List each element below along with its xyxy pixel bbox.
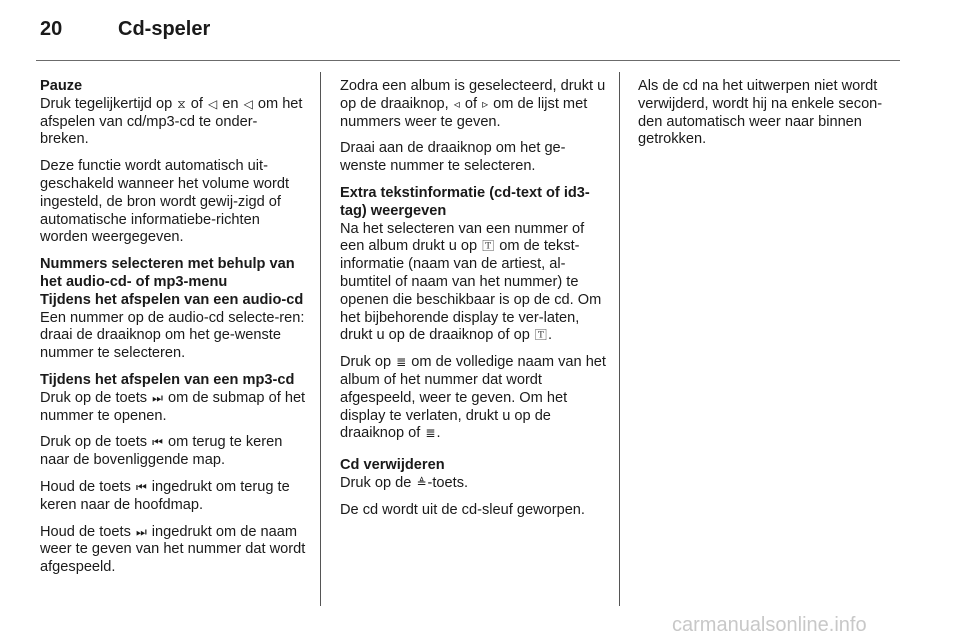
- next-icon: ⏭: [152, 390, 163, 405]
- text: Zodra een album is geselecteerd, drukt u op de draaiknop,: [340, 78, 606, 112]
- previous-icon: ⏮: [152, 435, 163, 450]
- paragraph-mp3-2: [40, 434, 306, 470]
- paragraph-pauze-2: Deze functie wordt automatisch uit-geschakeld wanneer het volume wordt ingesteld, de bron wordt gewij-zigd of automatische informatiebe-richten worden weergegeven.: [40, 158, 290, 246]
- paragraph-cd-2: De cd wordt uit de cd-sleuf geworpen.: [340, 501, 585, 518]
- page-header: [36, 18, 900, 58]
- volume-up-icon: ◁: [243, 96, 253, 111]
- section-extra: [340, 185, 606, 345]
- section-nummers: [40, 256, 306, 363]
- text: ingedrukt om terug te keren naar de hoofdmap.: [40, 478, 290, 513]
- block: [40, 479, 306, 515]
- next-icon: ⏭: [135, 524, 147, 539]
- paragraph-album: [340, 78, 606, 131]
- page-number: 20: [40, 18, 63, 40]
- block: [40, 524, 306, 577]
- mute-icon: ⧖: [177, 96, 186, 111]
- text: Druk tegelijkertijd op: [40, 95, 177, 112]
- block: [340, 354, 606, 443]
- paragraph-mp3-4: [40, 524, 306, 577]
- previous-icon: ⏮: [135, 479, 147, 494]
- block: [40, 434, 306, 470]
- text: ingedrukt om de naam weer te geven van het nummer dat wordt afgespeeld.: [40, 523, 306, 576]
- section-cd-verwijderen: [340, 457, 606, 493]
- page-title: Cd-speler: [118, 18, 211, 40]
- section-mp3: [40, 372, 306, 425]
- text: om de submap of het nummer te openen.: [40, 389, 306, 424]
- block: [340, 502, 606, 520]
- column-2: [340, 78, 606, 529]
- paragraph-mp3-1: [40, 390, 306, 426]
- column-1: [40, 78, 306, 586]
- block: [340, 140, 606, 176]
- text: om het afspelen van cd/mp3-cd te onder-breken.: [40, 95, 303, 148]
- text: Na het selecteren van een nummer of een album drukt u op: [340, 220, 585, 255]
- heading-mp3-cd: Tijdens het afspelen van een mp3-cd: [40, 371, 295, 388]
- text: Houd de toets: [40, 478, 135, 495]
- text-info-icon: 🅃: [534, 328, 547, 343]
- text: .: [547, 327, 552, 344]
- paragraph-uitwerpen: Als de cd na het uitwerpen niet wordt verwijderd, wordt hij na enkele secon-den automatisch weer naar binnen getrokken.: [638, 78, 883, 148]
- section-pauze: [40, 78, 306, 149]
- text: Druk op de: [340, 474, 416, 491]
- block: [340, 78, 606, 131]
- heading-pauze: Pauze: [40, 78, 83, 94]
- text: om de lijst met nummers weer te geven.: [340, 95, 588, 130]
- text: of: [460, 95, 482, 112]
- paragraph-cd-1: [340, 475, 606, 493]
- paragraph-extra: [340, 221, 606, 346]
- section-pauze-2: [40, 158, 306, 247]
- paragraph-mp3-3: [40, 479, 306, 515]
- text: -toets.: [427, 474, 469, 491]
- text: en: [218, 95, 243, 112]
- watermark: carmanualsonline.info: [672, 614, 867, 636]
- triangle-left-icon: ◃: [453, 96, 460, 111]
- text: om de tekst-informatie (naam van de artiest, al-bumtitel of naam van het nummer) te openen die beschikbaar is op de cd. Om het bijbehorende display te ver-laten, drukt u op de draaiknop of op: [340, 238, 602, 344]
- text: Houd de toets: [40, 523, 135, 540]
- paragraph-draai: Draai aan de draaiknop om het ge-wenste nummer te selecteren.: [340, 140, 566, 175]
- text-info-icon: 🅃: [482, 239, 495, 254]
- eject-icon: ≜: [416, 475, 427, 490]
- text: Druk op: [340, 354, 396, 371]
- header-rule: [36, 60, 900, 61]
- text: Druk op de toets: [40, 389, 152, 406]
- paragraph-druk-menu: [340, 354, 606, 443]
- menu-icon: ≣: [396, 355, 407, 370]
- text: om terug te keren naar de bovenliggende map.: [40, 434, 283, 469]
- paragraph-pauze-1: [40, 96, 306, 149]
- paragraph-audio-cd: Een nummer op de audio-cd selecte-ren: draai de draaiknop om het ge-wenste nummer te selecteren.: [40, 309, 305, 362]
- menu-icon: ≣: [425, 426, 436, 441]
- column-3: [638, 78, 904, 149]
- column-divider-1: [320, 72, 321, 606]
- heading-extra: Extra tekstinformatie (cd-text of id3-tag) weergeven: [340, 184, 590, 219]
- volume-down-icon: ◁: [208, 96, 218, 111]
- heading-cd-verwijderen: Cd verwijderen: [340, 457, 445, 474]
- heading-nummers: Nummers selecteren met behulp van het audio-cd- of mp3-menu: [40, 256, 295, 290]
- text: om de volledige naam van het album of het nummer dat wordt afgespeeld, weer te geven. Om het display te verlaten, drukt u op de draaiknop of: [340, 354, 606, 442]
- heading-audio-cd: Tijdens het afspelen van een audio-cd: [40, 291, 304, 308]
- triangle-right-icon: ▹: [482, 96, 489, 111]
- text: Druk op de toets: [40, 434, 152, 451]
- column-divider-2: [619, 72, 620, 606]
- text: .: [436, 425, 441, 442]
- text: of: [186, 95, 207, 112]
